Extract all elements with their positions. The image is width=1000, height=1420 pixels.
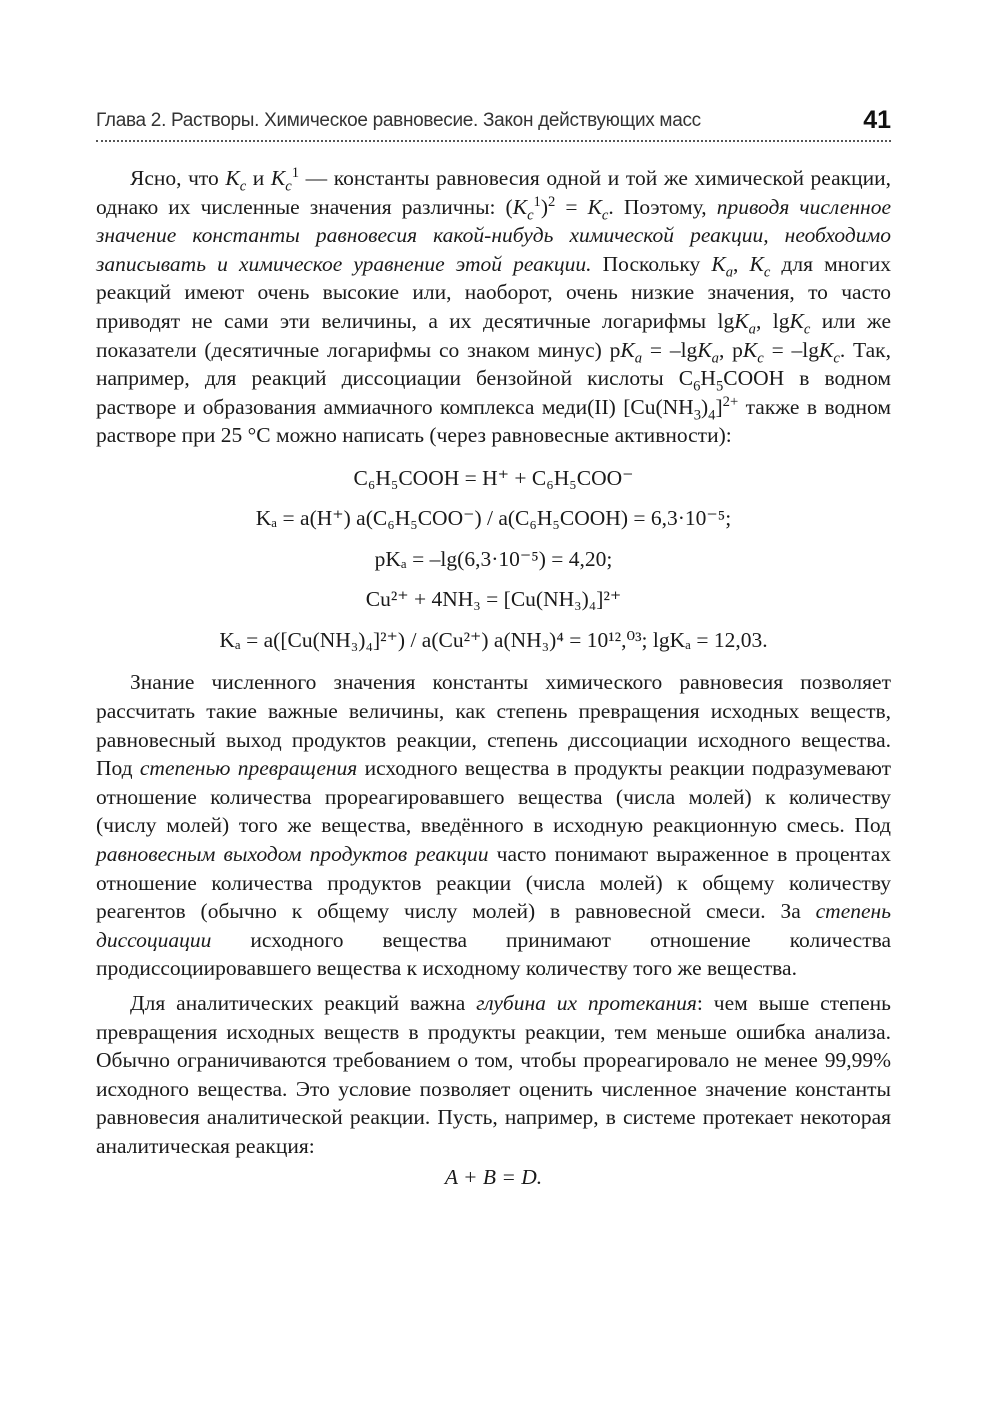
body-text <box>96 164 891 1191</box>
paragraph-2: Знание численного значения константы химического равновесия позволяет рассчитать такие важные величины, как степень превращения исходных веществ, равновесный выход продуктов реакции, степень диссоциации исходного вещества. Под степенью превращения исходного вещества в продукты реакции подразумевают отношение количества прореагировавшего вещества (числа молей) к количеству (числу молей) того же вещества, введённого в исходную реакционную смесь. Под равновесным выходом продуктов реакции часто понимают выраженное в процентах отношение количества продуктов реакции (числа молей) к общему количеству реагентов (обычно к общему числу молей) в равновесной смеси. За степень диссоциации исходного вещества принимают отношение количества продиссоциировавшего вещества к исходному количеству того же вещества. <box>96 670 892 981</box>
page-header <box>96 104 891 142</box>
paragraph-3: Для аналитических реакций важна глубина их протекания: чем выше степень превращения исходных веществ в продукты реакции, тем меньше ошибка анализа. Обычно ограничиваются требованием о том, чтобы прореагировало не менее 99,99% исходного вещества. Это условие позволяет оценить численное значение константы равновесия аналитической реакции. Пусть, например, в системе протекает некоторая аналитическая реакция: <box>96 990 891 1158</box>
formula-copper-complex: Cu²⁺ + 4NH₃ = [Cu(NH₃)₄]²⁺ <box>365 587 622 612</box>
formula-generic-reaction: A + B = D. <box>444 1164 543 1189</box>
paragraph-1: Ясно, что $K_c$ и $K_c^1$ — константы равновесия одной и той же химической реакции, однако их численные значения различны: $(K_c^1)^2 = K_c$. Поэтому, приводя численное значение константы равновесия какой-нибудь химической реакции, необходимо записывать и химическое уравнение этой реакции. Поскольку $K_a$, $K_c$ для многих реакций имеют очень высокие или, наоборот, очень низкие значения, то часто приводят не сами эти величины, а их десятичные логарифмы lgK$_a$, lgK$_c$ или же показатели (десятичные логарифмы со знаком минус) $pK_a = -\lg K_a$, $pK_c = -\lg K_c$. Так, например, для реакций диссоциации бензойной кислоты $C_6H_5COOH$ в водном растворе и образования аммиачного комплекса меди(II) $[Cu(NH_3)_4]^{2+}$ также в водном растворе при 25 °С можно написать (через равновесные активности): <box>96 164 892 448</box>
formula-block <box>96 458 891 661</box>
formula-pka: pKₐ = –lg(6,3·10⁻⁵) = 4,20; <box>374 546 613 571</box>
page-number: 41 <box>863 106 891 134</box>
emphasis-text: приводя численное значение константы равновесия какой-нибудь химической реакции, необходимо записывать и химическое уравнение этой реакции. <box>96 194 891 276</box>
formula-benzoic-dissociation: C₆H₅COOH = H⁺ + C₆H₅COO⁻ <box>353 465 634 490</box>
formula-ka-benzoic: Kₐ = a(H⁺) a(C₆H₅COO⁻) / a(C₆H₅COOH) = 6,3·10⁻⁵; <box>255 506 732 531</box>
running-head: Глава 2. Растворы. Химическое равновесие. Закон действующих масс <box>96 110 701 131</box>
formula-ka-copper: Kₐ = a([Cu(NH₃)₄]²⁺) / a(Cu²⁺) a(NH₃)⁴ = 10¹²,⁰³; lgKₐ = 12,03. <box>219 627 768 652</box>
